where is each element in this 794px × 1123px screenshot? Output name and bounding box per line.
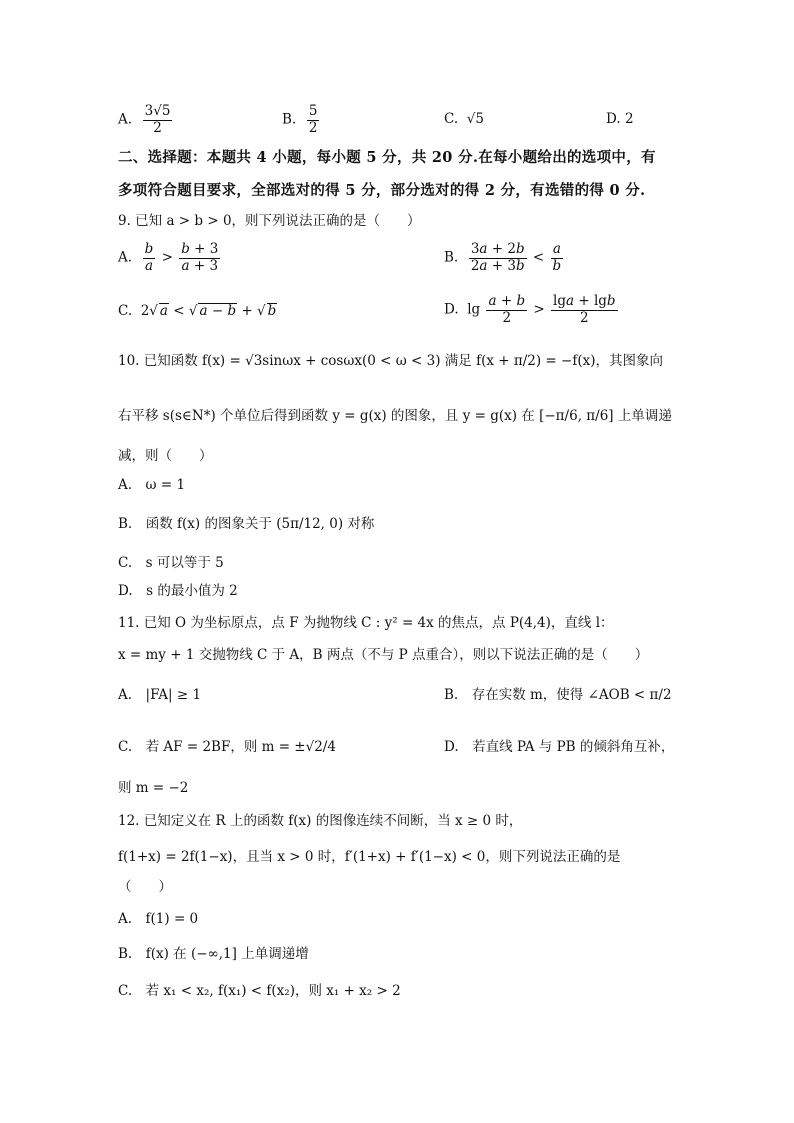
q11-option-d-cont: 则 m = −2 bbox=[118, 780, 189, 796]
q10-stem-line3: 减，则（ ） bbox=[118, 448, 213, 464]
q11-option-c: C. 若 AF = 2BF，则 m = ±√2/4 bbox=[118, 739, 336, 755]
q8-option-d: D. 2 bbox=[606, 111, 634, 127]
q11-option-a: A. |FA| ≥ 1 bbox=[118, 687, 202, 703]
q9-option-a: A. $\frac{b}{a}$ > $\frac{b + 3}{a + 3}$ bbox=[118, 241, 219, 274]
q9-option-c: C. 2√ a < √ a − b + √ b bbox=[118, 303, 277, 319]
q11-option-b: B. 存在实数 m，使得 ∠AOB < π/2 bbox=[444, 687, 672, 703]
q11-stem-line2: x = my + 1 交抛物线 C 于 A，B 两点（不与 P 点重合），则以下说法正确的是（ ） bbox=[118, 647, 649, 663]
q12-stem-line3: （ ） bbox=[118, 879, 172, 895]
q12-option-a: A. f(1) = 0 bbox=[118, 911, 199, 927]
q8-option-a: A. $\frac{3√5}{2}$ bbox=[118, 103, 171, 136]
q11-option-d: D. 若直线 PA 与 PB 的倾斜角互补， bbox=[444, 739, 675, 755]
q12-stem-line2: f(1+x) = 2f(1−x)，且当 x > 0 时，f′(1+x) + f′(1−x) < 0，则下列说法正确的是 bbox=[118, 849, 621, 865]
q8-option-c: C. √5 bbox=[444, 111, 484, 127]
q9-stem: 9. 已知 a > b > 0，则下列说法正确的是（ ） bbox=[118, 213, 421, 229]
q10-option-a: A. ω = 1 bbox=[118, 477, 186, 493]
q9-option-d: D. lg $\frac{a + b}{2}$ > $\frac{\lg a + \lg b}{2}$ bbox=[444, 293, 616, 326]
section-heading-line2: 多项符合题目要求，全部选对的得 5 分，部分选对的得 2 分，有选错的得 0 分. bbox=[118, 182, 646, 199]
q11-stem-line1: 11. 已知 O 为坐标原点，点 F 为抛物线 C : y² = 4x 的焦点，点 P(4,4)，直线 l： bbox=[118, 615, 614, 631]
q10-stem-line1: 10. 已知函数 f(x) = √3sinωx + cosωx(0 < ω < 3) 满足 f(x + π/2) = −f(x)，其图象向 bbox=[118, 353, 663, 369]
section-heading-line1: 二、选择题：本题共 4 小题，每小题 5 分，共 20 分.在每小题给出的选项中，有 bbox=[118, 149, 656, 166]
q12-option-c: C. 若 x₁ < x₂, f(x₁) < f(x₂)，则 x₁ + x₂ > 2 bbox=[118, 983, 401, 999]
q9-option-b: B. $\frac{3a + 2b}{2a + 3b}$ < $\frac{a}{b}$ bbox=[444, 241, 562, 274]
q10-option-d: D. s 的最小值为 2 bbox=[118, 583, 238, 599]
q12-stem-line1: 12. 已知定义在 R 上的函数 f(x) 的图像连续不间断，当 x ≥ 0 时， bbox=[118, 813, 523, 829]
q10-option-b: B. 函数 f(x) 的图象关于 (5π/12, 0) 对称 bbox=[118, 516, 375, 532]
q10-option-c: C. s 可以等于 5 bbox=[118, 555, 224, 571]
q8-option-b: B. $\frac{5}{2}$ bbox=[282, 103, 318, 136]
q12-option-b: B. f(x) 在 (−∞,1] 上单调递增 bbox=[118, 946, 309, 962]
q10-stem-line2: 右平移 s(s∈N*) 个单位后得到函数 y = g(x) 的图象，且 y = g(x) 在 [−π/6, π/6] 上单调递 bbox=[118, 408, 672, 424]
